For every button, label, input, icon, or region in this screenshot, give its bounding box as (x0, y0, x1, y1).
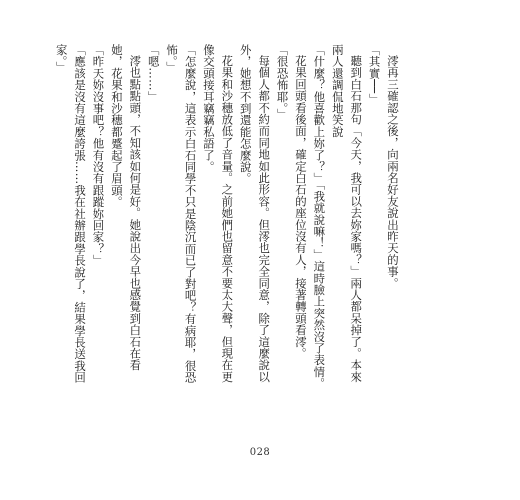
dialogue-line: 「嗯……」 (146, 44, 161, 103)
dialogue-line: 「很恐怖耶。」 (275, 44, 290, 121)
paragraph: 每個人都不約而同地如此形容。但澪也完全同意，除了這麼說以外，她想不到還能怎麼說。 (238, 44, 272, 383)
dialogue-line: 「昨天妳沒事吧？他有沒有跟蹤妳回家？」 (91, 44, 106, 267)
dialogue-line: 「其實──」 (367, 44, 382, 106)
dialogue-line: 「什麼？他喜歡上妳了？」「我就說嘛！」這時臉上突然沒了表情。 (312, 44, 327, 390)
paragraph: 花果和沙穗放低了音量。之前她們也留意不要太大聲，但現在更像交頭接耳竊竊私語了。 (201, 44, 235, 383)
paragraph: 澪再三確認之後，向兩名好友說出昨天的事。 (386, 55, 400, 290)
paragraph: 花果回頭看後面，確定白石的座位沒有人，接著轉頭看澪。 (293, 55, 308, 360)
vertical-text-body (52, 44, 402, 394)
paragraph: 聽到白石那句「今天，我可以去妳家嗎？」兩人都呆掉了。本來兩人還調侃地笑說 (330, 44, 364, 383)
paragraph: 澪也點點頭，不知該如何是好。她說出今早也感覺到白石在看她，花果和沙穗都蹙起了眉頭。 (109, 44, 143, 372)
dialogue-line: 「應該是沒有這麼誇張……我在社辦跟學長說了，結果學長送我回家。」 (54, 44, 88, 384)
page-number: 028 (249, 447, 271, 458)
dialogue-line: 「怎麼說，這表示白石同學不只是陰沉而已了對吧？有病耶，很恐怖。」 (165, 44, 198, 384)
